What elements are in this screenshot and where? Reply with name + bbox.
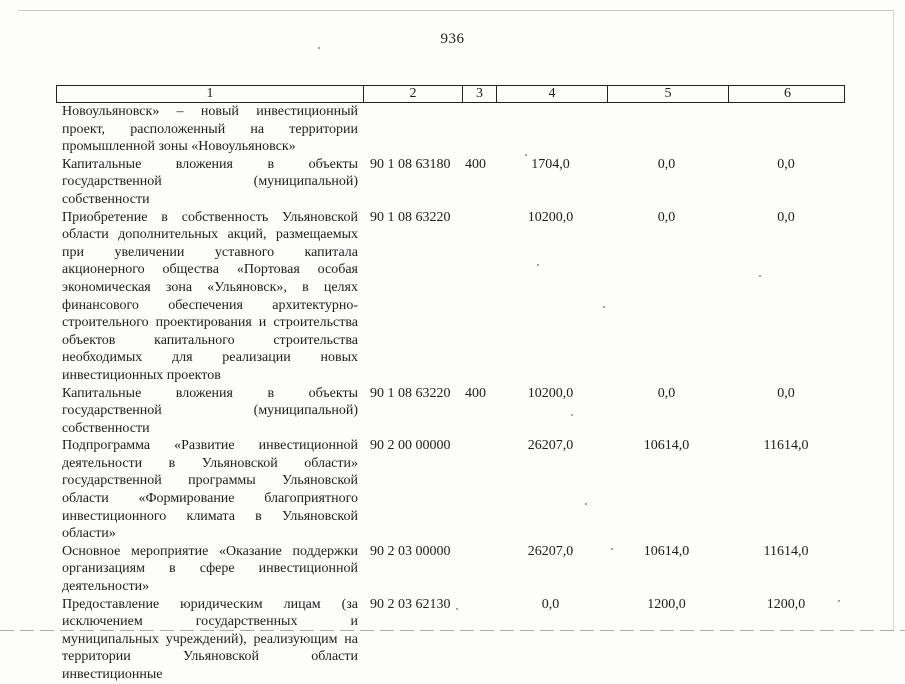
header-col-6: 6: [728, 86, 846, 102]
row-type: 400: [465, 385, 486, 401]
row-code: 90 1 08 63180: [370, 156, 451, 172]
row-value-5: 0,0: [657, 156, 676, 172]
row-type: 400: [465, 156, 486, 172]
row-name: Новоульяновск» – новый инвестиционный проект, расположенный на территории промышленной зоны «Новоульяновск»: [62, 104, 358, 155]
row-value-5: 1200,0: [647, 596, 686, 612]
row-value-5: 0,0: [657, 209, 676, 225]
table-row: [56, 103, 845, 156]
budget-table: [56, 85, 845, 684]
row-value-6: 1200,0: [766, 596, 806, 612]
row-code: 90 2 03 00000: [370, 543, 451, 559]
table-row: [56, 437, 845, 543]
row-code: 90 2 03 62130: [370, 596, 451, 612]
row-name: Предоставление юридическим лицам (за исключением государственных и муниципальных учреждений), реализующим на территории Ульяновской области инвестиционные: [62, 596, 358, 682]
header-col-2: 2: [363, 86, 462, 102]
row-code: 90 1 08 63220: [370, 209, 451, 225]
row-value-5: 10614,0: [643, 543, 690, 559]
header-col-4: 4: [496, 86, 607, 102]
row-value-4: 26207,0: [527, 543, 574, 559]
row-value-6: 0,0: [777, 156, 795, 172]
row-code: 90 1 08 63220: [370, 385, 451, 401]
table-header: [56, 85, 845, 103]
row-type: [461, 437, 495, 543]
row-code: 90 2 00 00000: [370, 438, 451, 454]
row-type: [461, 103, 495, 156]
row-value-5: 0,0: [657, 385, 676, 401]
row-value-4: 10200,0: [527, 209, 574, 225]
row-value-6: 0,0: [777, 385, 795, 401]
page-bottom-edge: [0, 630, 905, 631]
row-name: Подпрограмма «Развитие инвестиционной деятельности в Ульяновской области» государственной программы Ульяновской области «Формирование благоприятного инвестиционного климата в Ульяновской области»: [62, 438, 358, 542]
row-name: Капитальные вложения в объекты государственной (муниципальной) собственности: [62, 156, 358, 207]
row-value-4: 0,0: [541, 596, 560, 612]
row-value-4: 26207,0: [527, 438, 574, 454]
table-row: [56, 209, 845, 385]
row-code: [362, 103, 461, 156]
page-number: 936: [440, 31, 465, 47]
row-value-4: [495, 103, 606, 156]
row-value-6: [727, 103, 845, 156]
row-value-5: [606, 103, 727, 156]
row-value-6: 11614,0: [763, 543, 809, 559]
row-value-4: 1704,0: [531, 156, 570, 172]
row-name: Приобретение в собственность Ульяновской области дополнительных акций, размещаемых при увеличении уставного капитала акционерного общества «Портовая особая экономическая зона «Ульяновск», в целях финансового обеспечения архитектурно-строительного проектирования и строительства объектов капитального строительства необходимых для реализации новых инвестиционных проектов: [62, 209, 358, 383]
row-type: [461, 543, 495, 596]
table-row: [56, 385, 845, 438]
header-col-1: 1: [206, 86, 214, 101]
header-col-5: 5: [607, 86, 728, 102]
row-value-4: 10200,0: [527, 385, 574, 401]
row-name: Основное мероприятие «Оказание поддержки организациям в сфере инвестиционной деятельности»: [62, 543, 358, 595]
table-row: [56, 156, 845, 209]
row-value-5: 10614,0: [643, 438, 690, 454]
row-type: [461, 209, 495, 385]
row-value-6: 11614,0: [763, 438, 809, 454]
row-name: Капитальные вложения в объекты государственной (муниципальной) собственности: [62, 385, 358, 436]
header-col-3: 3: [462, 86, 496, 102]
row-value-6: 0,0: [777, 209, 795, 225]
table-row: [56, 543, 845, 596]
